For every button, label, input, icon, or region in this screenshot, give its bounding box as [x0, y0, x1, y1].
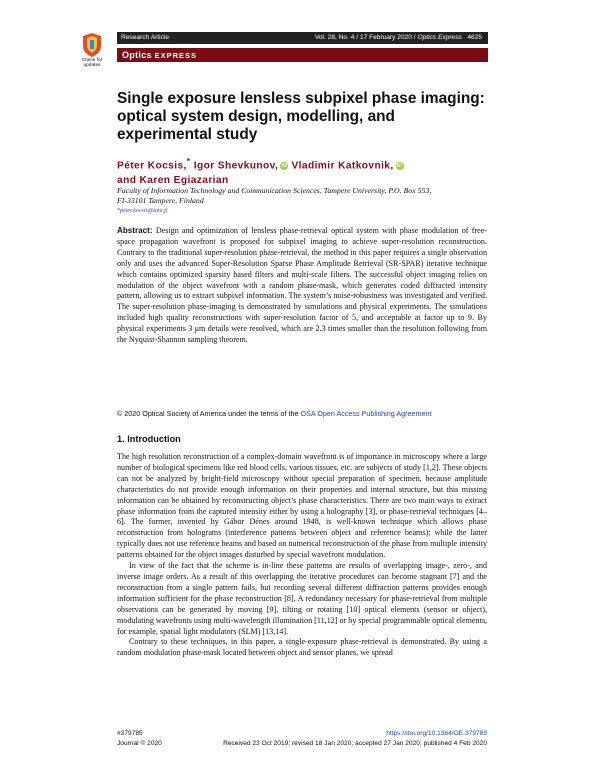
- paragraph-3: Contrary to these techniques, in this paper, a single-exposure phase-retrieval is demonstrated. By using a random modulation phase-mask located between object and sensor planes, we spread: [117, 637, 487, 658]
- copyright-text: © 2020 Optical Society of America under the terms of the: [117, 409, 301, 418]
- journal-copyright: Journal © 2020: [117, 739, 162, 747]
- orcid-icon[interactable]: iD: [396, 163, 403, 170]
- author-list: [117, 154, 487, 188]
- crossmark-badge[interactable]: [76, 32, 108, 68]
- section-heading: 1. Introduction: [117, 434, 181, 444]
- publication-dates: Received 23 Oct 2019; revised 18 Jan 2020; accepted 27 Jan 2020; published 4 Feb 2020: [223, 739, 487, 747]
- article-type: Research Article: [121, 33, 170, 41]
- author-email[interactable]: *peter.kocsis@tuni.fi: [117, 208, 168, 214]
- paragraph-2: In view of the fact that the scheme is in-line these patterns are results of overlapping image-, zero-, and inverse image orders. As a result of this overlapping the iterative procedures can become stagnant [7] and the reconstruction from a single pattern fails, but recording several different diffraction patterns provides enough information sufficient for the phase reconstruction [8]. A redundancy necessary for phase-retrieval from multiple observations can be generated by moving [9], tilting or rotating [10] optical elements (sensor or object), modulating wavefronts using multi-wavelength illumination [11,12] or by special programmable optical elements, for example, spatial light modulators (SLM) [13,14].: [117, 561, 487, 636]
- affiliation: [117, 186, 487, 216]
- journal-logo-express: EXPRESS: [154, 51, 198, 60]
- article-title: Single exposure lensless subpixel phase imaging: optical system design, modelling, and experimental study: [117, 90, 485, 143]
- volume-text: Vol. 28, No. 4 / 17 February 2020 /: [314, 33, 418, 41]
- abstract-text: Design and optimization of lensless phase-retrieval optical system with phase modulation of free-space propagation wavefront is proposed for subpixel imaging to achieve super-resolution reconstruction. Contrary to the traditional super-resolution phase-retrieval, the method in this paper requires a single observation only and uses the advanced Super-Resolution Sparse Phase Amplitude Retrieval (SR-SPAR) iterative technique which contains optimized sparsity based filters and multi-scale filters. The successful object imaging relies on modulation of the object wavefront with a random phase-mask, which generates coded diffracted intensity pattern, allowing us to extract subpixel information. The system’s noise-robustness was investigated and verified. The super-resolution phase-imaging is demonstrated by simulations and physical experiments. The simulations included high quality reconstructions with super-resolution factor of 5, and acceptable at factor up to 9. By physical experiments 3 μm details were resolved, which are 2.3 times smaller than the resolution following from the Nyquist-Shannon sampling theorem.: [117, 226, 487, 345]
- doi-link[interactable]: https://doi.org/10.1364/OE.379785: [386, 730, 487, 737]
- volume-info: [315, 34, 482, 41]
- author-3[interactable]: Vladimir Katkovnik,: [291, 160, 394, 172]
- journal-header-bar: [117, 32, 488, 44]
- journal-logo-optics: Optics: [122, 50, 152, 60]
- article-id: #379785: [117, 730, 143, 737]
- copyright-notice: [117, 409, 487, 418]
- author-2[interactable]: Igor Shevkunov,: [193, 160, 279, 172]
- journal-logo: [122, 50, 197, 60]
- author-1[interactable]: Péter Kocsis,: [117, 160, 187, 172]
- abstract-label: Abstract:: [117, 226, 153, 235]
- body-text: [117, 452, 487, 659]
- crossmark-label-1: Check for: [81, 58, 103, 63]
- journal-name: Optics Express: [417, 33, 462, 41]
- corresponding-mark: *: [186, 156, 191, 166]
- orcid-icon[interactable]: iD: [281, 163, 288, 170]
- page-footer: [117, 729, 487, 748]
- journal-brand-band: [117, 48, 488, 62]
- page-number: 4625: [467, 33, 482, 41]
- crossmark-label-2: updates: [83, 63, 101, 68]
- paragraph-1: The high resolution reconstruction of a complex-domain wavefront is of importance in microscopy where a large number of biological specimens like red blood cells, various tissues, etc. are subjects of study [1,2]. These objects can not be analyzed by bright-field microscopy without special preparation of specimen, because amplitude characteristics do not provide enough information on their properties and internal structure, but this missing information can be obtained by reconstructing object’s phase characteristics. There are two main ways to extract phase information from the captured intensity either by using a holography [3], or phase-retrieval techniques [4–6]. The former, invented by Gábor Dénes around 1948, is well-known technique which allows phase reconstruction from holograms (interference patterns between object and reference beams); while the latter typically does not use reference beams and based on numerical reconstruction of the phase from multiple intensity patterns obtained for the object images disturbed by special wavefront modulation.: [117, 452, 487, 560]
- affiliation-line-2: FI-33101 Tampere, Finland: [117, 196, 204, 205]
- crossmark-icon: [80, 32, 104, 58]
- footer-right: [223, 729, 487, 748]
- license-link[interactable]: OSA Open Access Publishing Agreement: [300, 409, 432, 418]
- affiliation-line-1: Faculty of Information Technology and Communication Sciences, Tampere University, P.O. Box 553,: [117, 186, 432, 195]
- abstract: [117, 226, 487, 346]
- author-4[interactable]: and Karen Egiazarian: [117, 175, 229, 187]
